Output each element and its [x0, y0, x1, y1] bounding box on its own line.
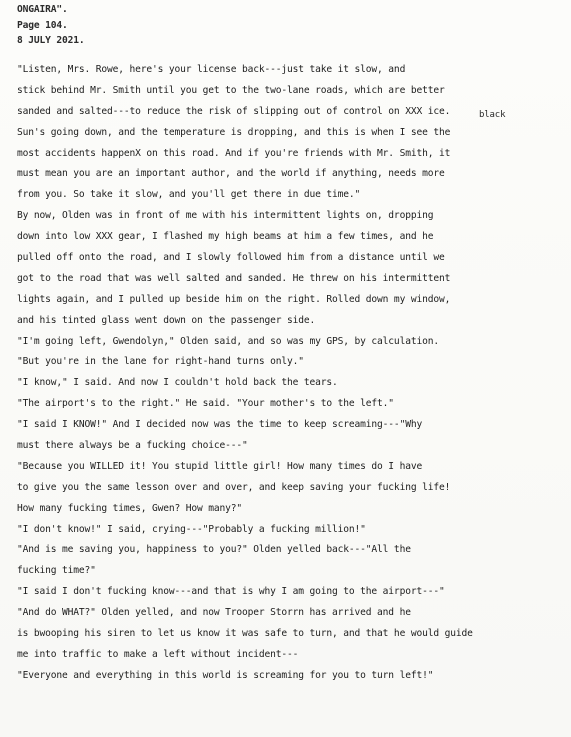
- text-line: "I said I KNOW!" And I decided now was the time to keep screaming---"Why: [17, 419, 423, 431]
- text-line: stick behind Mr. Smith until you get to the two-lane roads, which are better: [17, 84, 445, 96]
- manuscript-body: [17, 60, 559, 687]
- text-line: Sun's going down, and the temperature is dropping, and this is when I see the: [17, 126, 451, 138]
- text-line: "And do WHAT?" Olden yelled, and now Trooper Storrn has arrived and he: [17, 607, 411, 619]
- interlinear-correction: black: [479, 110, 506, 120]
- text-line: to give you the same lesson over and over, and keep saving your fucking life!: [17, 481, 451, 493]
- text-line: sanded and salted---to reduce the risk of slipping out of control on XXX ice.: [17, 105, 451, 117]
- page-date: 8 JULY 2021.: [17, 35, 85, 46]
- text-line: "Listen, Mrs. Rowe, here's your license back---just take it slow, and: [17, 64, 406, 75]
- text-line: must there always be a fucking choice---": [17, 440, 248, 452]
- manuscript-title: ONGAIRA".: [17, 4, 68, 15]
- text-line: pulled off onto the road, and I slowly followed him from a distance until we: [17, 252, 445, 264]
- text-line: is bwooping his siren to let us know it was safe to turn, and that he would guide: [17, 628, 473, 640]
- text-line: "I'm going left, Gwendolyn," Olden said, and so was my GPS, by calculation.: [17, 335, 439, 347]
- text-line: "Because you WILLED it! You stupid little girl! How many times do I have: [17, 460, 423, 472]
- text-line: "I don't know!" I said, crying---"Probably a fucking million!": [17, 523, 366, 535]
- text-line: most accidents happenX on this road. And if you're friends with Mr. Smith, it: [17, 147, 451, 159]
- text-line: got to the road that was well salted and sanded. He threw on his intermittent: [17, 272, 451, 284]
- page-header: [17, 2, 85, 49]
- page-number: Page 104.: [17, 19, 68, 31]
- text-line: By now, Olden was in front of me with his intermittent lights on, dropping: [17, 210, 434, 222]
- text-line: and his tinted glass went down on the passenger side.: [17, 314, 316, 326]
- text-line: "And is me saving you, happiness to you?" Olden yelled back---"All the: [17, 544, 411, 556]
- text-line: from you. So take it slow, and you'll get there in due time.": [17, 189, 361, 201]
- text-line: How many fucking times, Gwen? How many?": [17, 502, 243, 514]
- text-line: me into traffic to make a left without incident---: [17, 648, 299, 660]
- text-line: must mean you are an important author, and the world if anything, needs more: [17, 168, 445, 180]
- text-line: "The airport's to the right." He said. "Your mother's to the left.": [17, 398, 394, 410]
- text-line: "But you're in the lane for right-hand turns only.": [17, 356, 304, 368]
- text-line: lights again, and I pulled up beside him on the right. Rolled down my window,: [17, 293, 451, 305]
- text-line: fucking time?": [17, 565, 96, 577]
- text-line: "I said I don't fucking know---and that is why I am going to the airport---": [17, 586, 445, 598]
- text-line: "Everyone and everything in this world is screaming for you to turn left!": [17, 669, 434, 681]
- text-line: "I know," I said. And now I couldn't hold back the tears.: [17, 377, 338, 389]
- text-line: down into low XXX gear, I flashed my high beams at him a few times, and he: [17, 231, 434, 243]
